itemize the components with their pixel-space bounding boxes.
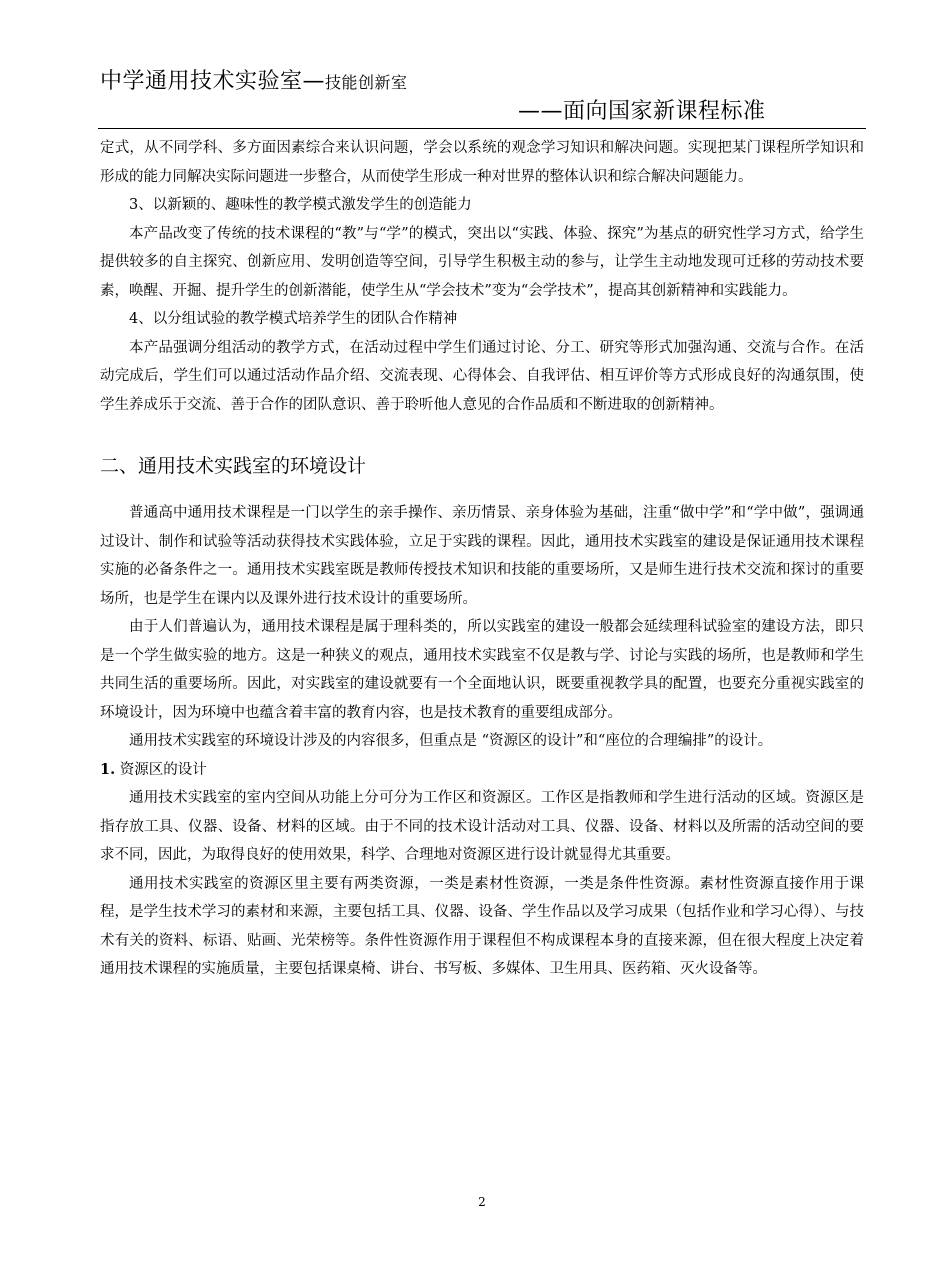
subheading-resource-area (100, 756, 864, 785)
paragraph-resource-types: 通用技术实践室的资源区里主要有两类资源，一类是素材性资源，一类是条件性资源。素材性资源直接作用于课程，是学生技术学习的素材和来源，主要包括工具、仪器、设备、学生作品以及学习成果（包括作业和学习心得）、与技术有关的资料、标语、贴画、光荣榜等。条件性资源作用于课程但不构成课程本身的直接来源，但在很大程度上决定着通用技术课程的实施质量，主要包括课桌椅、讲台、书写板、多媒体、卫生用具、医药箱、灭火设备等。 (100, 875, 864, 977)
paragraph-narrow-view: 由于人们普遍认为，通用技术课程是属于理科类的，所以实践室的建设一般都会延续理科试验室的建设方法，即只是一个学生做实验的地方。这是一种狭义的观点，通用技术实践室不仅是教与学、讨论与实践的场所，也是教师和学生共同生活的重要场所。因此，对实践室的建设就要有一个全面地认识，既要重视教学具的配置，也要充分重视实践室的环境设计，因为环境中也蕴含着丰富的教育内容，也是技术教育的重要组成部分。 (100, 619, 864, 721)
document-body (100, 134, 864, 984)
paragraph-teamwork: 本产品强调分组活动的教学方式，在活动过程中学生们通过讨论、分工、研究等形式加强沟通、交流与合作。在活动完成后，学生们可以通过活动作品介绍、交流表现、心得体会、自我评估、相互评价等方式形成良好的沟通氛围，使学生养成乐于交流、善于合作的团队意识、善于聆听他人意见的合作品质和不断进取的创新精神。 (100, 339, 864, 413)
paragraph-zones: 通用技术实践室的室内空间从功能上分可分为工作区和资源区。工作区是指教师和学生进行活动的区域。资源区是指存放工具、仪器、设备、材料的区域。由于不同的技术设计活动对工具、仪器、设备、材料以及所需的活动空间的要求不同，因此，为取得良好的使用效果，科学、合理地对资源区进行设计就显得尤其重要。 (100, 790, 864, 863)
subheading-teamwork: 4、以分组试验的教学模式培养学生的团队合作精神 (129, 311, 458, 327)
header-title-small: 技能创新室 (325, 73, 408, 92)
page-number: 2 (478, 1195, 486, 1209)
subheading-text: 资源区的设计 (115, 761, 207, 778)
paragraph-continuation: 定式，从不同学科、多方面因素综合来认识问题，学会以系统的观念学习知识和解决问题。实现把某门课程所学知识和形成的能力同解决实际问题进一步整合，从而使学生形成一种对世界的整体认识和综合解决问题能力。 (100, 140, 864, 185)
header-title (100, 64, 408, 95)
header-divider (98, 128, 866, 129)
subheading-creativity: 3、以新颖的、趣味性的教学模式激发学生的创造能力 (129, 197, 472, 213)
header-title-main: 中学通用技术实验室— (100, 69, 326, 94)
section-heading-environment: 二、通用技术实践室的环境设计 (100, 455, 367, 477)
paragraph-design-focus: 通用技术实践室的环境设计涉及的内容很多，但重点是 “资源区的设计”和“座位的合理编排”的设计。 (129, 733, 773, 749)
header-subtitle: ——面向国家新课程标准 (518, 99, 766, 124)
subheading-number: 1. (100, 760, 116, 778)
paragraph-course-intro: 普通高中通用技术课程是一门以学生的亲手操作、亲历情景、亲身体验为基础，注重“做中学”和“学中做”，强调通过设计、制作和试验等活动获得技术实践体验，立足于实践的课程。因此，通用技术实践室的建设是保证通用技术课程实施的必备条件之一。通用技术实践室既是教师传授技术知识和技能的重要场所，又是师生进行技术交流和探讨的重要场所，也是学生在课内以及课外进行技术设计的重要场所。 (100, 505, 864, 607)
paragraph-creativity: 本产品改变了传统的技术课程的“教”与“学”的模式，突出以“实践、体验、探究”为基点的研究性学习方式，给学生提供较多的自主探究、创新应用、发明创造等空间，引导学生积极主动的参与，让学生主动地发现可迁移的劳动技术要素，唤醒、开掘、提升学生的创新潜能，使学生从“学会技术”变为“会学技术”，提高其创新精神和实践能力。 (100, 225, 864, 299)
